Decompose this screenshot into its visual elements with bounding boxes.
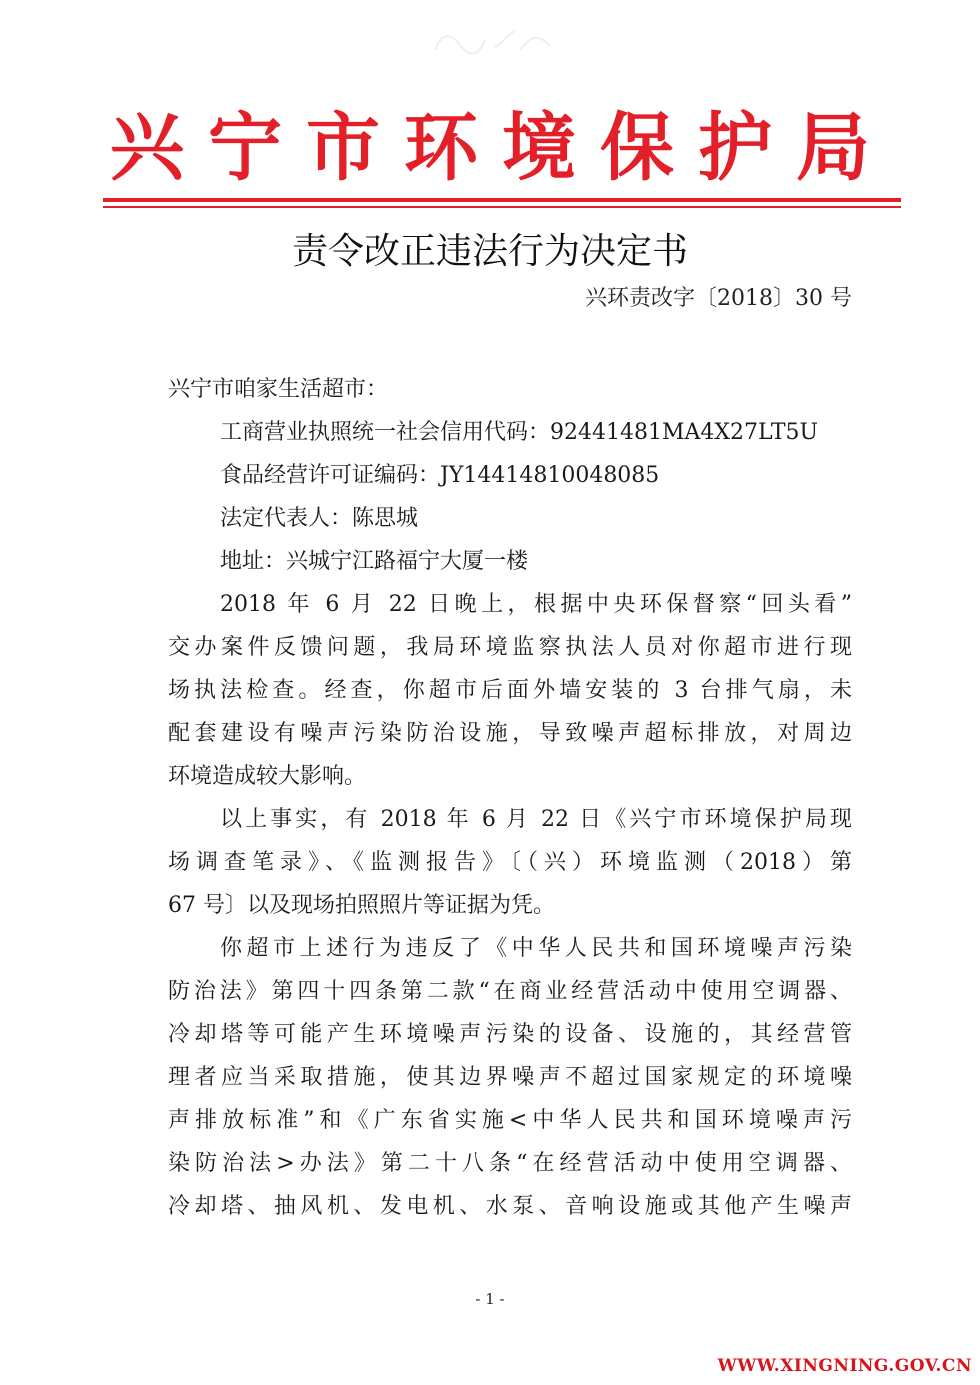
- paragraph-line: 理者应当采取措施，使其边界噪声不超过国家规定的环境噪: [168, 1065, 852, 1090]
- paragraph-facts: [168, 583, 852, 798]
- paragraph-evidence: [168, 798, 852, 927]
- page-number: - 1 -: [475, 1290, 505, 1308]
- info-food-license: 食品经营许可证编码：JY14414810048085: [220, 463, 660, 488]
- faint-stamp-mark: [425, 20, 555, 60]
- paragraph-line: 以上事实，有 2018 年 6 月 22 日《兴宁市环境保护局现: [220, 807, 852, 832]
- paragraph-line: 配套建设有噪声污染防治设施，导致噪声超标排放，对周边: [168, 721, 852, 746]
- document-body: [168, 368, 852, 1228]
- agency-title: 兴宁市环境保护局: [110, 105, 894, 191]
- paragraph-line: 67 号〕以及现场拍照照片等证据为凭。: [168, 893, 555, 918]
- paragraph-line: 2018 年 6 月 22 日晚上，根据中央环保督察“回头看”: [220, 592, 852, 617]
- paragraph-violation: [168, 927, 852, 1228]
- paragraph-line: 声排放标准”和《广东省实施<中华人民共和国环境噪声污: [168, 1108, 852, 1133]
- website-watermark: WWW.XINGNING.GOV.CN: [717, 1356, 972, 1376]
- info-legal-rep: 法定代表人：陈思城: [220, 506, 419, 531]
- paragraph-line: 防治法》第四十四条第二款“在商业经营活动中使用空调器、: [168, 979, 852, 1004]
- red-divider-thick: [103, 198, 901, 202]
- paragraph-line: 环境造成较大影响。: [168, 764, 367, 789]
- paragraph-line: 交办案件反馈问题，我局环境监察执法人员对你超市进行现: [168, 635, 852, 660]
- paragraph-line: 冷却塔等可能产生环境噪声污染的设备、设施的，其经营管: [168, 1022, 852, 1047]
- paragraph-line: 染防治法>办法》第二十八条“在经营活动中使用空调器、: [168, 1151, 852, 1176]
- document-number: 兴环责改字〔2018〕30 号: [585, 286, 852, 311]
- paragraph-line: 场调查笔录》、《监测报告》〔（兴）环境监测（2018）第: [168, 850, 852, 875]
- info-credit-code: 工商营业执照统一社会信用代码：92441481MA4X27LT5U: [220, 420, 819, 445]
- document-heading: 责令改正违法行为决定书: [291, 231, 688, 272]
- red-divider-thin: [103, 206, 901, 208]
- paragraph-line: 场执法检查。经查，你超市后面外墙安装的 3 台排气扇，未: [168, 678, 852, 703]
- info-address: 地址：兴城宁江路福宁大厦一楼: [220, 549, 529, 574]
- paragraph-line: 你超市上述行为违反了《中华人民共和国环境噪声污染: [220, 936, 852, 961]
- recipient-line: 兴宁市咱家生活超市：: [168, 377, 389, 402]
- paragraph-line: 冷却塔、抽风机、发电机、水泵、音响设施或其他产生噪声: [168, 1194, 852, 1219]
